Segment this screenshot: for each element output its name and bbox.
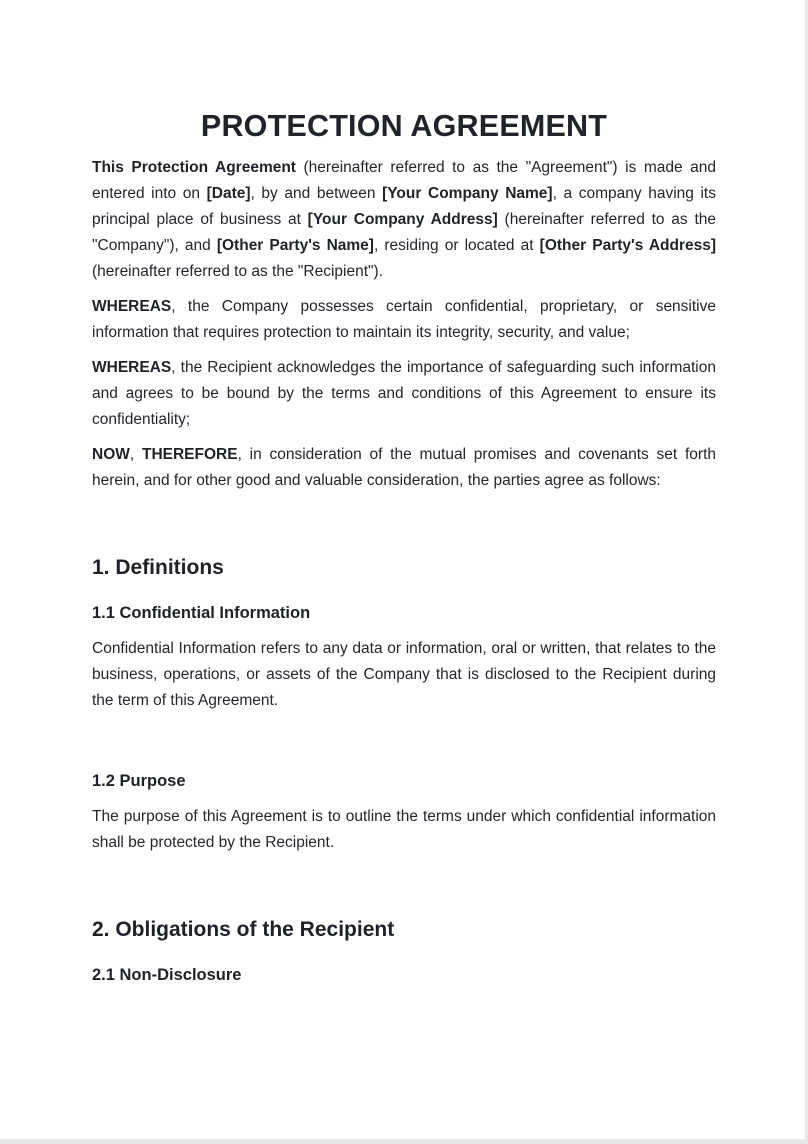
text-run: (hereinafter referred to as the "Recipient"). bbox=[92, 263, 384, 280]
paragraph bbox=[92, 636, 716, 714]
document-title: PROTECTION AGREEMENT bbox=[200, 109, 608, 143]
bold-text-run: [Your Company Name] bbox=[382, 185, 553, 202]
text-run: (hereinafter referred to as the "Company"), and bbox=[92, 211, 716, 254]
bold-text-run: WHEREAS bbox=[92, 359, 172, 376]
text-run: , the Company possesses certain confidential, proprietary, or sensitive information that requires protection to maintain its integrity, security, and value; bbox=[92, 298, 716, 341]
bold-text-run: THEREFORE bbox=[141, 446, 238, 463]
subsection-heading: 1.2 Purpose bbox=[92, 772, 186, 790]
paragraph bbox=[92, 355, 716, 433]
bold-text-run: [Other Party's Address] bbox=[539, 237, 717, 254]
document-body bbox=[92, 155, 716, 987]
text-run: (hereinafter referred to as the "Agreement") is made and entered into on bbox=[92, 159, 717, 202]
text-run: , bbox=[129, 446, 142, 463]
section-heading: 1. Definitions bbox=[92, 556, 224, 579]
subsection-heading: 1.1 Confidential Information bbox=[92, 604, 311, 622]
text-run: , a company having its principal place of business at bbox=[92, 185, 716, 228]
text-run: Confidential Information refers to any data or information, oral or written, that relates to the business, operations, or assets of the Company that is disclosed to the Recipient during the term of this Agreement. bbox=[92, 640, 716, 709]
section-heading: 2. Obligations of the Recipient bbox=[92, 918, 395, 941]
text-run: The purpose of this Agreement is to outline the terms under which confidential information shall be protected by the Recipient. bbox=[92, 808, 716, 851]
paragraph bbox=[92, 155, 716, 285]
bold-text-run: [Other Party's Name] bbox=[216, 237, 374, 254]
text-run: , the Recipient acknowledges the importance of safeguarding such information and agrees to be bound by the terms and conditions of this Agreement to ensure its confidentiality; bbox=[92, 359, 716, 428]
text-run: , in consideration of the mutual promises and covenants set forth herein, and for other good and valuable consideration, the parties agree as follows: bbox=[92, 446, 716, 489]
paragraph bbox=[92, 442, 716, 494]
subsection-heading: 2.1 Non-Disclosure bbox=[92, 966, 242, 984]
paragraph bbox=[92, 804, 716, 856]
paragraph bbox=[92, 294, 716, 346]
bold-text-run: NOW bbox=[92, 446, 130, 463]
bold-text-run: [Date] bbox=[206, 185, 251, 202]
bold-text-run: [Your Company Address] bbox=[307, 211, 498, 228]
bold-text-run: WHEREAS bbox=[92, 298, 172, 315]
text-run: , residing or located at bbox=[373, 237, 540, 254]
text-run: , by and between bbox=[250, 185, 383, 202]
bold-text-run: This Protection Agreement bbox=[92, 159, 296, 176]
